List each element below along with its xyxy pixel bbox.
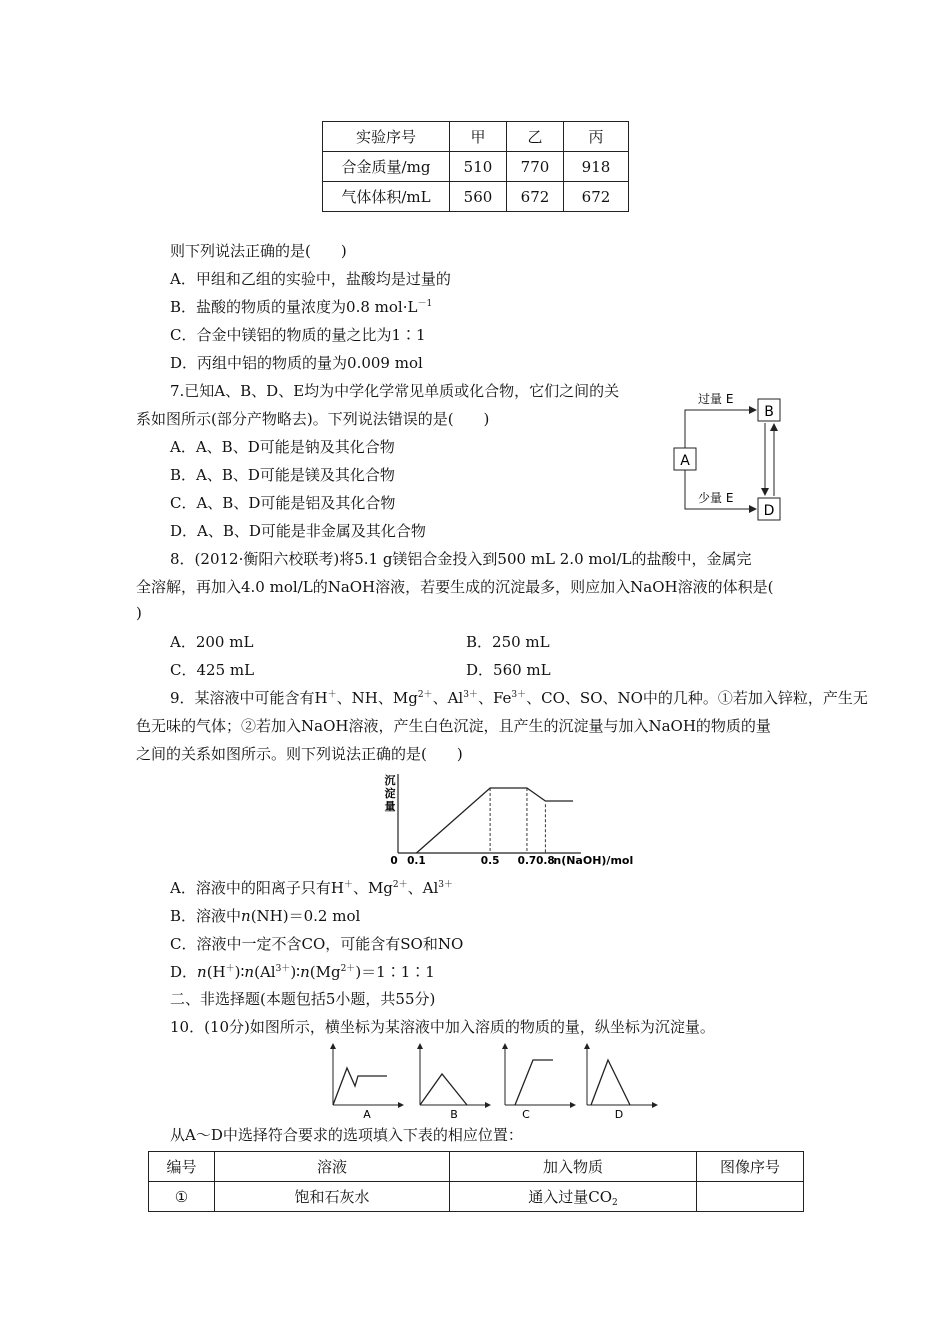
series-line	[416, 788, 573, 853]
table-header-cell: 甲	[450, 122, 507, 152]
graph-b	[420, 1044, 490, 1121]
graph-a	[333, 1044, 403, 1121]
section2-title: 二、非选择题(本题包括5小题，共55分)	[170, 990, 436, 1008]
q6-option-a: A．甲组和乙组的实验中，盐酸均是过量的	[170, 270, 451, 288]
table-cell: 672	[564, 182, 629, 212]
q7-option-d: D．A、B、D可能是非金属及其化合物	[170, 522, 426, 540]
table-cell: 510	[450, 152, 507, 182]
q7-option-a: A．A、B、D可能是钠及其化合物	[170, 438, 395, 456]
label-little-e: 少量 E	[698, 491, 734, 505]
q10-stem: 10．(10分)如图所示，横坐标为某溶液中加入溶质的物质的量，纵坐标为沉淀量。	[170, 1018, 715, 1036]
x-tick-label: 0.5	[480, 855, 500, 867]
table-cell: ①	[149, 1182, 215, 1212]
q10-graphs	[325, 1038, 665, 1120]
y-axis-label-char: 淀	[384, 787, 396, 800]
box-d-label: D	[763, 503, 775, 519]
table-header-cell: 加入物质	[450, 1152, 697, 1182]
table-row	[323, 152, 629, 182]
table-header-cell: 图像序号	[697, 1152, 804, 1182]
q8-stem-line3: )	[136, 604, 142, 622]
table-cell: 672	[507, 182, 564, 212]
table-header-row	[149, 1152, 804, 1182]
y-axis-label-char: 沉	[384, 774, 396, 787]
x-tick-label: 0.1	[407, 855, 426, 867]
x-axis-label: n(NaOH)/mol	[553, 854, 634, 867]
q7-option-b: B．A、B、D可能是镁及其化合物	[170, 466, 395, 484]
table-cell: 饱和石灰水	[215, 1182, 450, 1212]
q6-option-b: B．盐酸的物质的量浓度为0.8 $mol\cdot L^{-1}$	[170, 298, 433, 316]
table-cell: 通入过量$CO_2$	[450, 1182, 697, 1212]
table-header-row	[323, 122, 629, 152]
graph-d	[587, 1044, 657, 1121]
table-header-cell: 编号	[149, 1152, 215, 1182]
q7-stem-line2: 系如图所示(部分产物略去)。下列说法错误的是( )	[136, 410, 490, 428]
q7-relation-diagram	[670, 385, 800, 525]
q9-precipitate-chart	[378, 770, 634, 870]
box-a-label: A	[680, 453, 690, 469]
q8-option-d: D．560 mL	[466, 661, 551, 679]
table-header-cell: 乙	[507, 122, 564, 152]
q9-stem-line1: 9．某溶液中可能含有H＋、NH、$Mg^{2+}$、$Al^{3+}$、$Fe^{3+}$、CO、SO、NO中的几种。①若加入锌粒，产生无	[170, 689, 868, 707]
graph-c	[505, 1044, 575, 1121]
q8-option-a: A．200 mL	[170, 633, 254, 651]
q6-option-c: C．合金中镁铝的物质的量之比为1∶1	[170, 326, 426, 344]
graph-label-d: D	[614, 1108, 624, 1121]
q9-option-b: B．溶液中n(NH)＝0.2 mol	[170, 907, 361, 925]
graph-label-c: C	[522, 1108, 530, 1121]
q8-stem-line2: 全溶解，再加入4.0 mol/L的NaOH溶液，若要生成的沉淀最多，则应加入NaOH溶液的体积是(	[136, 578, 774, 596]
x-tick-label: 0.7	[517, 855, 537, 867]
graph-label-b: B	[450, 1108, 458, 1121]
graph-label-a: A	[363, 1108, 371, 1121]
q7-stem-line1: 7.已知A、B、D、E均为中学化学常见单质或化合物，它们之间的关	[170, 382, 620, 400]
x-tick-label: 0	[390, 855, 398, 867]
q9-option-d: D．$n(H^+)∶n(Al^{3+})∶n(Mg^{2+})=1∶1∶1$	[170, 963, 435, 981]
x-tick-label: 0.8	[536, 855, 555, 867]
q9-option-c: C．溶液中一定不含CO，可能含有SO和NO	[170, 935, 464, 953]
table-header-cell: 溶液	[215, 1152, 450, 1182]
q9-stem-line3: 之间的关系如图所示。则下列说法正确的是( )	[136, 745, 463, 763]
table-cell: 918	[564, 152, 629, 182]
q6-option-d: D．丙组中铝的物质的量为0.009 mol	[170, 354, 423, 372]
q7-option-c: C．A、B、D可能是铝及其化合物	[170, 494, 396, 512]
box-b-label: B	[764, 404, 774, 420]
q9-stem-line2: 色无味的气体；②若加入NaOH溶液，产生白色沉淀，且产生的沉淀量与加入NaOH的物质的量	[136, 717, 771, 735]
table-header-cell: 实验序号	[323, 122, 450, 152]
label-excess-e: 过量 E	[698, 392, 734, 406]
table-cell: 气体体积/mL	[323, 182, 450, 212]
table-row	[149, 1182, 804, 1212]
answer-table	[148, 1151, 804, 1212]
arrow-a-to-b	[685, 410, 756, 448]
table-row	[323, 182, 629, 212]
table-cell: 770	[507, 152, 564, 182]
table-cell: 合金质量/mg	[323, 152, 450, 182]
table-cell: 560	[450, 182, 507, 212]
y-axis-label-char: 量	[384, 800, 396, 813]
q9-option-a: A．溶液中的阳离子只有H＋、$Mg^{2+}$、$Al^{3+}$	[170, 879, 454, 897]
table-header-cell: 丙	[564, 122, 629, 152]
q8-option-c: C．425 mL	[170, 661, 255, 679]
q8-stem-line1: 8．(2012·衡阳六校联考)将5.1 g镁铝合金投入到500 mL 2.0 mol/L的盐酸中，金属完	[170, 550, 752, 568]
q6-stem: 则下列说法正确的是( )	[170, 242, 347, 260]
answer-input-cell[interactable]	[697, 1182, 804, 1212]
experiment-table	[322, 121, 629, 212]
q8-option-b: B．250 mL	[466, 633, 550, 651]
q10-instruction: 从A～D中选择符合要求的选项填入下表的相应位置：	[170, 1126, 523, 1144]
